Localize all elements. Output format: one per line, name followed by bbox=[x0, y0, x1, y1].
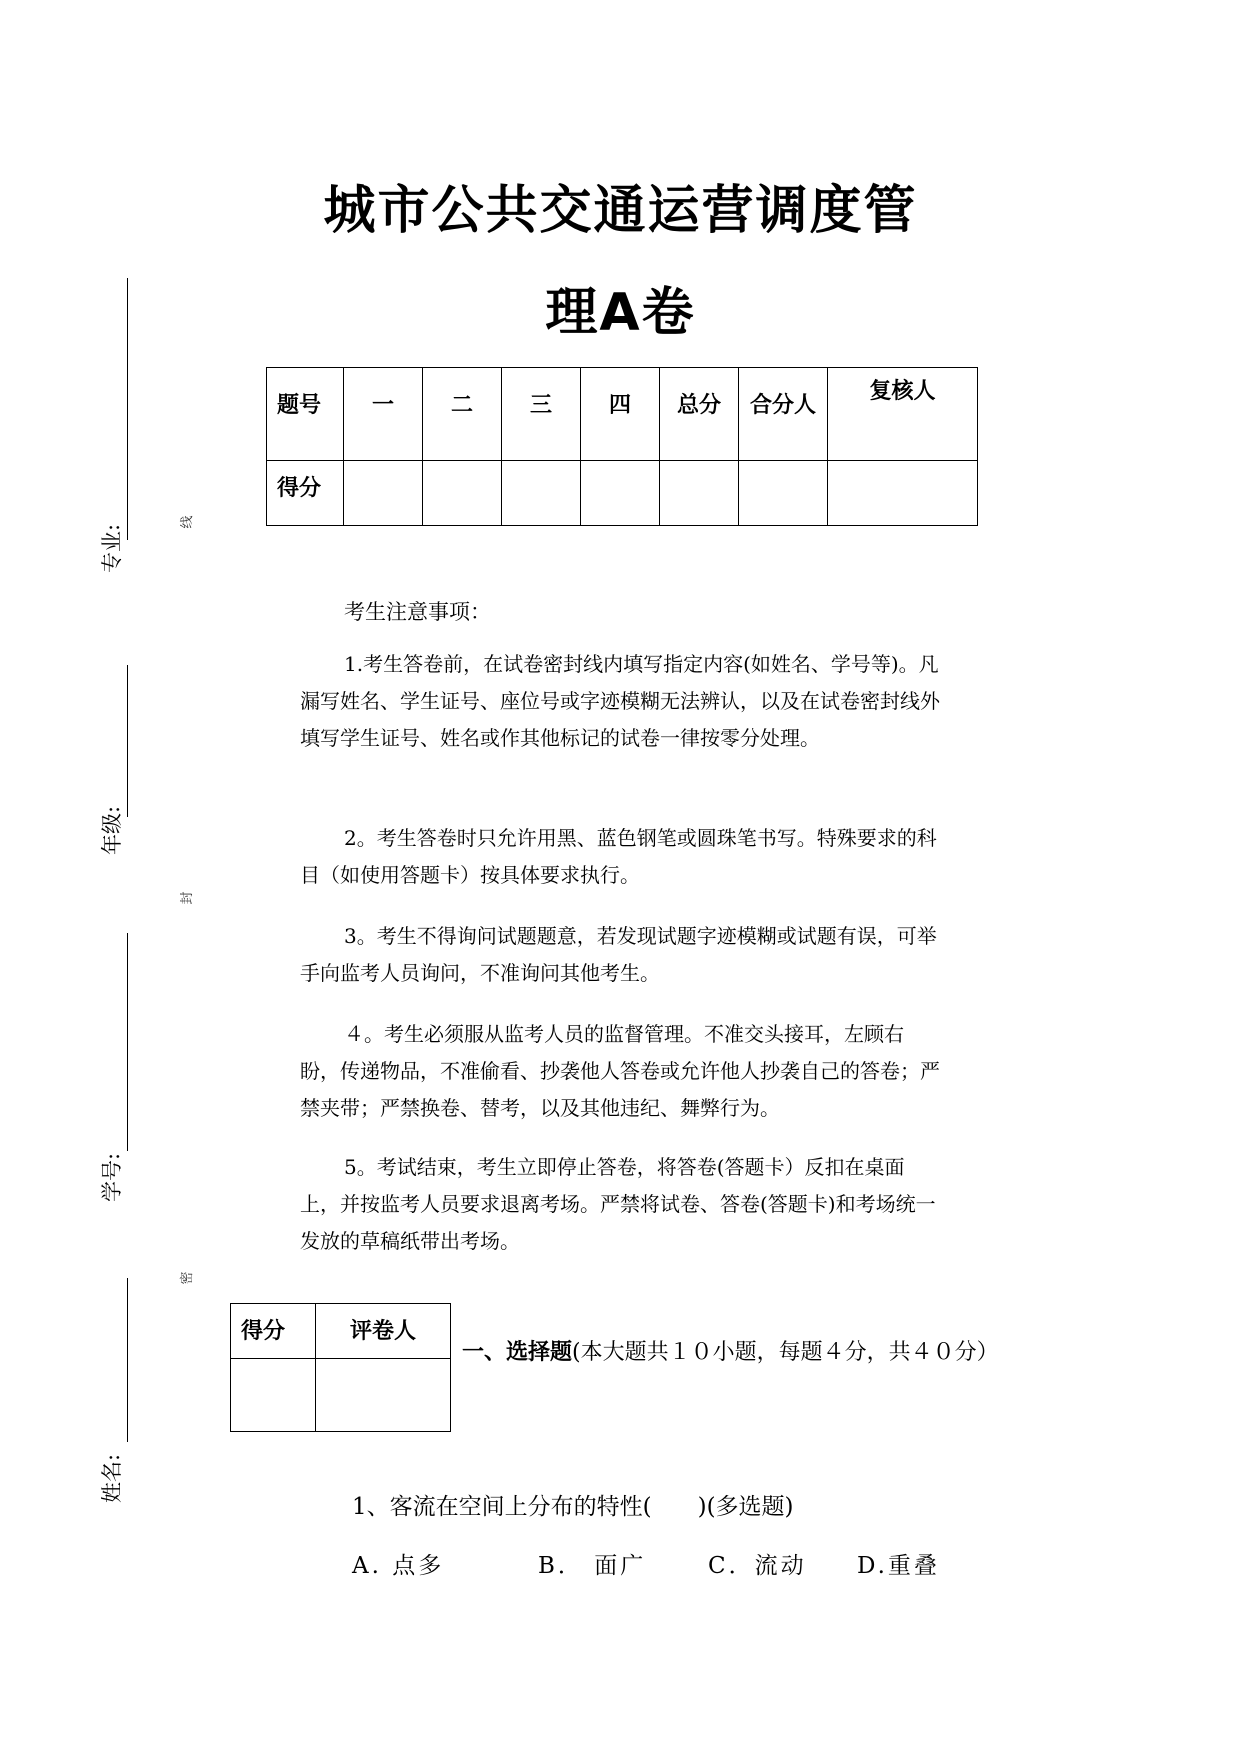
question-1-option-b[interactable]: B． 面广 bbox=[538, 1553, 647, 1579]
grader-score-cell[interactable] bbox=[231, 1359, 316, 1432]
score-cell-reviewer[interactable] bbox=[828, 461, 978, 526]
exam-title-line-1: 城市公共交通运营调度管 bbox=[323, 181, 918, 241]
margin-fill-line-name bbox=[127, 1278, 128, 1442]
margin-label-name: 姓名: bbox=[100, 1453, 124, 1503]
score-header-q2: 二 bbox=[423, 368, 502, 461]
score-cell-q2[interactable] bbox=[423, 461, 502, 526]
score-header-tallier: 合分人 bbox=[739, 368, 828, 461]
margin-label-major: 专业: bbox=[100, 523, 124, 573]
score-header-q4: 四 bbox=[581, 368, 660, 461]
exam-title-line-2: 理A卷 bbox=[545, 283, 696, 343]
score-cell-total[interactable] bbox=[660, 461, 739, 526]
score-cell-q1[interactable] bbox=[344, 461, 423, 526]
note-1: 1.考生答卷前，在试卷密封线内填写指定内容(如姓名、学号等)。凡漏写姓名、学生证号、座位号或字迹模糊无法辨认，以及在试卷密封线外填写学生证号、姓名或作其他标记的试卷一律按零分处理。 bbox=[300, 652, 940, 750]
score-cell-tallier[interactable] bbox=[739, 461, 828, 526]
margin-fill-line-grade bbox=[127, 665, 128, 817]
score-cell-q3[interactable] bbox=[502, 461, 581, 526]
question-1-option-c[interactable]: C．流动 bbox=[708, 1553, 807, 1579]
margin-fill-line-major bbox=[127, 278, 128, 540]
score-cell-q4[interactable] bbox=[581, 461, 660, 526]
margin-label-grade: 年级: bbox=[100, 805, 124, 855]
grader-table bbox=[230, 1303, 451, 1432]
notes-heading: 考生注意事项： bbox=[344, 600, 491, 624]
note-5: 5。考试结束，考生立即停止答卷，将答卷(答题卡）反扣在桌面上，并按监考人员要求退离考场。严禁将试卷、答卷(答题卡)和考场统一发放的草稿纸带出考场。 bbox=[300, 1155, 936, 1253]
score-header-q1: 一 bbox=[344, 368, 423, 461]
score-header-total: 总分 bbox=[660, 368, 739, 461]
section-1-heading: 一、选择题 bbox=[462, 1340, 573, 1365]
margin-label-student-id: 学号: bbox=[100, 1152, 124, 1202]
score-table bbox=[266, 367, 978, 526]
note-3: 3。考生不得询问试题题意，若发现试题字迹模糊或试题有误，可举手向监考人员询问，不准询问其他考生。 bbox=[300, 924, 937, 985]
score-header-label: 题号 bbox=[267, 368, 344, 461]
note-4: ４。考生必须服从监考人员的监督管理。不准交头接耳，左顾右盼，传递物品，不准偷看、抄袭他人答卷或允许他人抄袭自己的答卷；严禁夹带；严禁换卷、替考，以及其他违纪、舞弊行为。 bbox=[300, 1022, 940, 1120]
score-row-label: 得分 bbox=[267, 461, 344, 526]
question-1-option-d[interactable]: D.重叠 bbox=[857, 1553, 940, 1579]
question-1-text: 1、客流在空间上分布的特性( )(多选题) bbox=[352, 1494, 794, 1520]
seal-mark-secret: 密 bbox=[180, 1271, 195, 1285]
note-2: 2。考生答卷时只允许用黑、蓝色钢笔或圆珠笔书写。特殊要求的科目（如使用答题卡）按具体要求执行。 bbox=[300, 826, 937, 887]
question-1-option-a[interactable]: A. 点多 bbox=[352, 1553, 445, 1579]
grader-score-label: 得分 bbox=[231, 1304, 316, 1359]
section-1-title bbox=[462, 1335, 999, 1366]
grader-name-cell[interactable] bbox=[316, 1359, 451, 1432]
section-1-detail: (本大题共１０小题，每题４分，共４０分） bbox=[572, 1340, 999, 1365]
seal-mark-seal: 封 bbox=[180, 891, 195, 905]
score-header-reviewer: 复核人 bbox=[828, 368, 978, 461]
score-header-q3: 三 bbox=[502, 368, 581, 461]
margin-fill-line-student-id bbox=[127, 933, 128, 1151]
grader-name-label: 评卷人 bbox=[316, 1304, 451, 1359]
seal-mark-line: 线 bbox=[180, 515, 195, 529]
